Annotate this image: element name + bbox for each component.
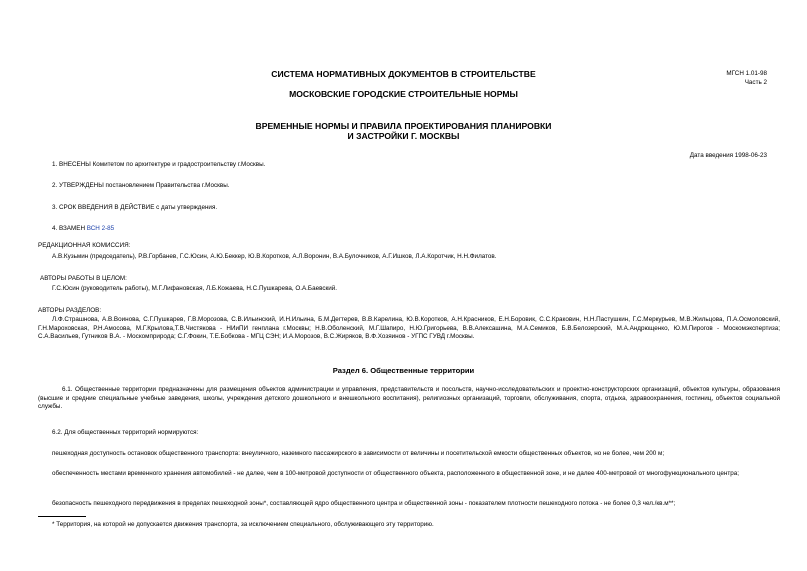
item-1: 1. ВНЕСЕНЫ Комитетом по архитектуре и градостроительству г.Москвы. <box>52 161 266 168</box>
document-title-line-1: ВРЕМЕННЫЕ НОРМЫ И ПРАВИЛА ПРОЕКТИРОВАНИЯ ПЛАНИРОВКИ <box>255 121 552 131</box>
paragraph-6-1: 6.1. Общественные территории предназначены для размещения объектов администрации и управления, представительств и посольств, научно-исследовательских и проектно-конструкторских организаций, объектов культуры, образования (высшие и средние специальные учебные заведения, школы, учреждения детского дошкольного и внешкольного воспитания), религиозных организаций, торговли, обслуживания, спорта, отдыха, здравоохранения, гостиниц, объектов социальной службы. <box>38 386 780 411</box>
item-2: 2. УТВЕРЖДЕНЫ постановлением Правительства г.Москвы. <box>52 182 230 189</box>
section-title: Раздел 6. Общественные территории <box>332 366 475 375</box>
bullet-transport-access: пешеходная доступность остановок общественного транспорта: внеуличного, наземного пассажирского в зависимости от величины и посетительской емкости общественных объектов, но не более, чем 200 м; <box>52 450 665 457</box>
item-4-prefix: 4. ВЗАМЕН <box>52 225 87 232</box>
footnote-divider <box>38 516 86 517</box>
authors-overall-members: Г.С.Юсин (руководитель работы), М.Г.Лифановская, Л.Б.Кожаева, Н.С.Пушкарева, О.А.Баевский. <box>52 285 338 292</box>
norms-title: МОСКОВСКИЕ ГОРОДСКИЕ СТРОИТЕЛЬНЫЕ НОРМЫ <box>289 89 518 99</box>
document-title-line-2: И ЗАСТРОЙКИ Г. МОСКВЫ <box>347 131 460 141</box>
replaced-norm-link[interactable]: ВСН 2-85 <box>86 225 115 232</box>
authors-sections-text: Л.Ф.Страшнова, А.В.Воинова, С.Г.Пушкарев, Г.В.Морозова, С.В.Ильинский, И.Н.Ильина, Б.М.Дегтерев, В.В.Карелина, Ю.В.Коротков, А.Н.Красников, Е.Н.Боровик, С.С.Краковин, Н.Н.Пастушкин, Г.С.Меркурьев, М.В.Жильцова, П.А.Осмоловский, Г.Н.Мароховская, Р.Н.Амосова, М.Г.Крылова,Т.В.Чистякова - НИиПИ генплана г.Москвы; Н.В.Оболенский, М.Г.Шапиро, Н.Ю.Григорьева, В.В.Алексашина, М.А.Семиков, Б.В.Белозерский, М.А.Андрющенко, Ю.М.Пирогов - Москомэкспертиза; С.А.Васильев, Гутников В.А. - Москомприрода; С.Г.Фокин, Т.Е.Бобкова - МГЦ СЭН; И.А.Морозов, В.С.Жиряков, В.Ф.Хозяинов - УГПС ГУВД г.Москвы. <box>38 316 780 341</box>
doc-part: Часть 2 <box>744 79 767 86</box>
commission-members: А.В.Кузьмин (председатель), Р.В.Горбанев, Г.С.Юсин, А.Ю.Беккер, Ю.В.Коротков, А.Л.Воронин, В.А.Булочников, А.Г.Ишков, Л.А.Коротчик, Н.Н.Филатов. <box>52 253 497 260</box>
introduction-date: Дата введения 1998-06-23 <box>689 152 767 159</box>
system-title: СИСТЕМА НОРМАТИВНЫХ ДОКУМЕНТОВ В СТРОИТЕЛЬСТВЕ <box>271 69 536 79</box>
authors-sections-label: АВТОРЫ РАЗДЕЛОВ: <box>38 307 102 314</box>
commission-label: РЕДАКЦИОННАЯ КОМИССИЯ: <box>38 242 131 249</box>
bullet-parking: обеспеченность местами временного хранения автомобилей - не далее, чем в 100-метровой доступности от общественного объекта, расположенного в общественной зоне, и не далее 400-метровой от многофункционального центра; <box>52 470 740 477</box>
item-3: 3. СРОК ВВЕДЕНИЯ В ДЕЙСТВИЕ с даты утверждения. <box>52 204 218 211</box>
paragraph-6-2: 6.2. Для общественных территорий нормируются: <box>52 429 199 436</box>
doc-code: МГСН 1.01-98 <box>726 70 767 77</box>
authors-overall-label: АВТОРЫ РАБОТЫ В ЦЕЛОМ: <box>40 275 127 282</box>
item-4 <box>52 225 114 233</box>
footnote: * Территория, на которой не допускается движения транспорта, за исключением специального, обслуживающего эту территорию. <box>52 521 434 528</box>
bullet-pedestrian-safety: безопасность пешеходного передвижения в пределах пешеходной зоны*, составляющей ядро общественного центра и общественной зоны - показателем плотности пешеходного потока - не более 0,3 чел./кв.м**; <box>52 500 676 507</box>
